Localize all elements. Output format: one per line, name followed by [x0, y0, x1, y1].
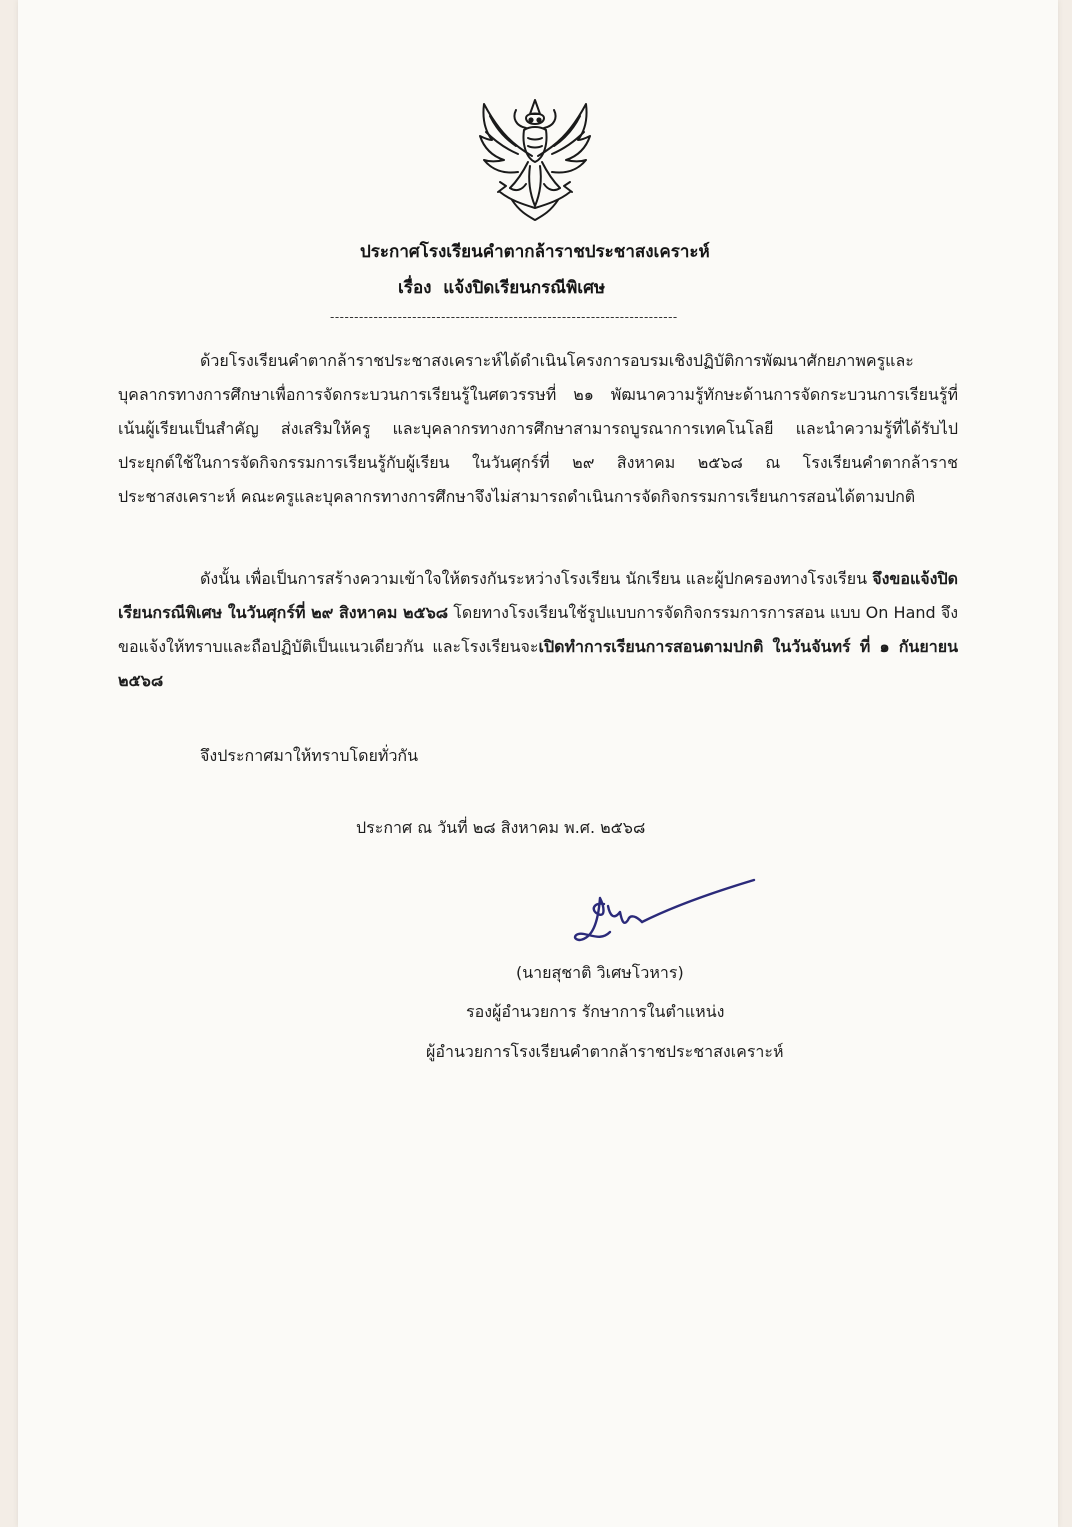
reopen-notice: เปิดทำการเรียนการสอนตามปกติ ในวันจันทร์ ที่ ๑ กันยายน ๒๕๖๘ — [118, 637, 959, 690]
garuda-emblem-icon — [470, 96, 600, 224]
closure-notice: จึงขอแจ้งปิดเรียนกรณีพิเศษ ในวันศุกร์ที่ ๒๙ สิงหาคม ๒๕๖๘ — [118, 569, 958, 622]
signatory-position-1: รองผู้อำนวยการ รักษาการในตำแหน่ง — [466, 1002, 725, 1021]
paragraph-2-mid: โดยทางโรงเรียนใช้รูปแบบการจัดกิจกรรมการการสอน แบบ On Hand จึงขอแจ้งให้ทราบและถือปฏิบัติเป็นแนวเดียวกัน และโรงเรียนจะ — [118, 603, 959, 656]
date-line: ประกาศ ณ วันที่ ๒๘ สิงหาคม พ.ศ. ๒๕๖๘ — [356, 818, 646, 837]
signatory-position-2: ผู้อำนวยการโรงเรียนคำตากล้าราชประชาสงเคราะห์ — [426, 1042, 784, 1061]
announcement-page — [18, 0, 1058, 1527]
subject-text: แจ้งปิดเรียนกรณีพิเศษ — [443, 278, 606, 298]
announcement-title: ประกาศโรงเรียนคำตากล้าราชประชาสงเคราะห์ — [360, 242, 710, 262]
divider-line: ------------------------------------------------------------------------ — [330, 310, 678, 324]
closing-line: จึงประกาศมาให้ทราบโดยทั่วกัน — [200, 746, 419, 765]
signature-icon — [564, 876, 764, 948]
paragraph-1-text: ด้วยโรงเรียนคำตากล้าราชประชาสงเคราะห์ได้ดำเนินโครงการอบรมเชิงปฏิบัติการพัฒนาศักยภาพครูและบุคลากรทางการศึกษาเพื่อการจัดกระบวนการเรียนรู้ในศตวรรษที่ ๒๑ พัฒนาความรู้ทักษะด้านการจัดกระบวนการเรียนรู้ที่เน้นผู้เรียนเป็นสำคัญ ส่งเสริมให้ครู และบุคลากรทางการศึกษาสามารถบูรณาการเทคโนโลยี และนำความรู้ที่ได้รับไปประยุกต์ใช้ในการจัดกิจกรรมการเรียนรู้กับผู้เรียน ในวันศุกร์ที่ ๒๙ สิงหาคม ๒๕๖๘ ณ โรงเรียนคำตากล้าราชประชาสงเคราะห์ คณะครูและบุคลากรทางการศึกษาจึงไม่สามารถดำเนินการจัดกิจกรรมการเรียนการสอนได้ตามปกติ — [118, 351, 958, 506]
subject-label: เรื่อง — [398, 278, 432, 298]
signatory-name: (นายสุชาติ วิเศษโวหาร) — [516, 963, 684, 982]
announcement-subject — [18, 274, 1058, 301]
paragraph-1 — [118, 344, 958, 514]
paragraph-2 — [118, 562, 958, 698]
paragraph-2-intro: ดังนั้น เพื่อเป็นการสร้างความเข้าใจให้ตรงกันระหว่างโรงเรียน นักเรียน และผู้ปกครองทางโรงเรียน — [200, 569, 873, 588]
